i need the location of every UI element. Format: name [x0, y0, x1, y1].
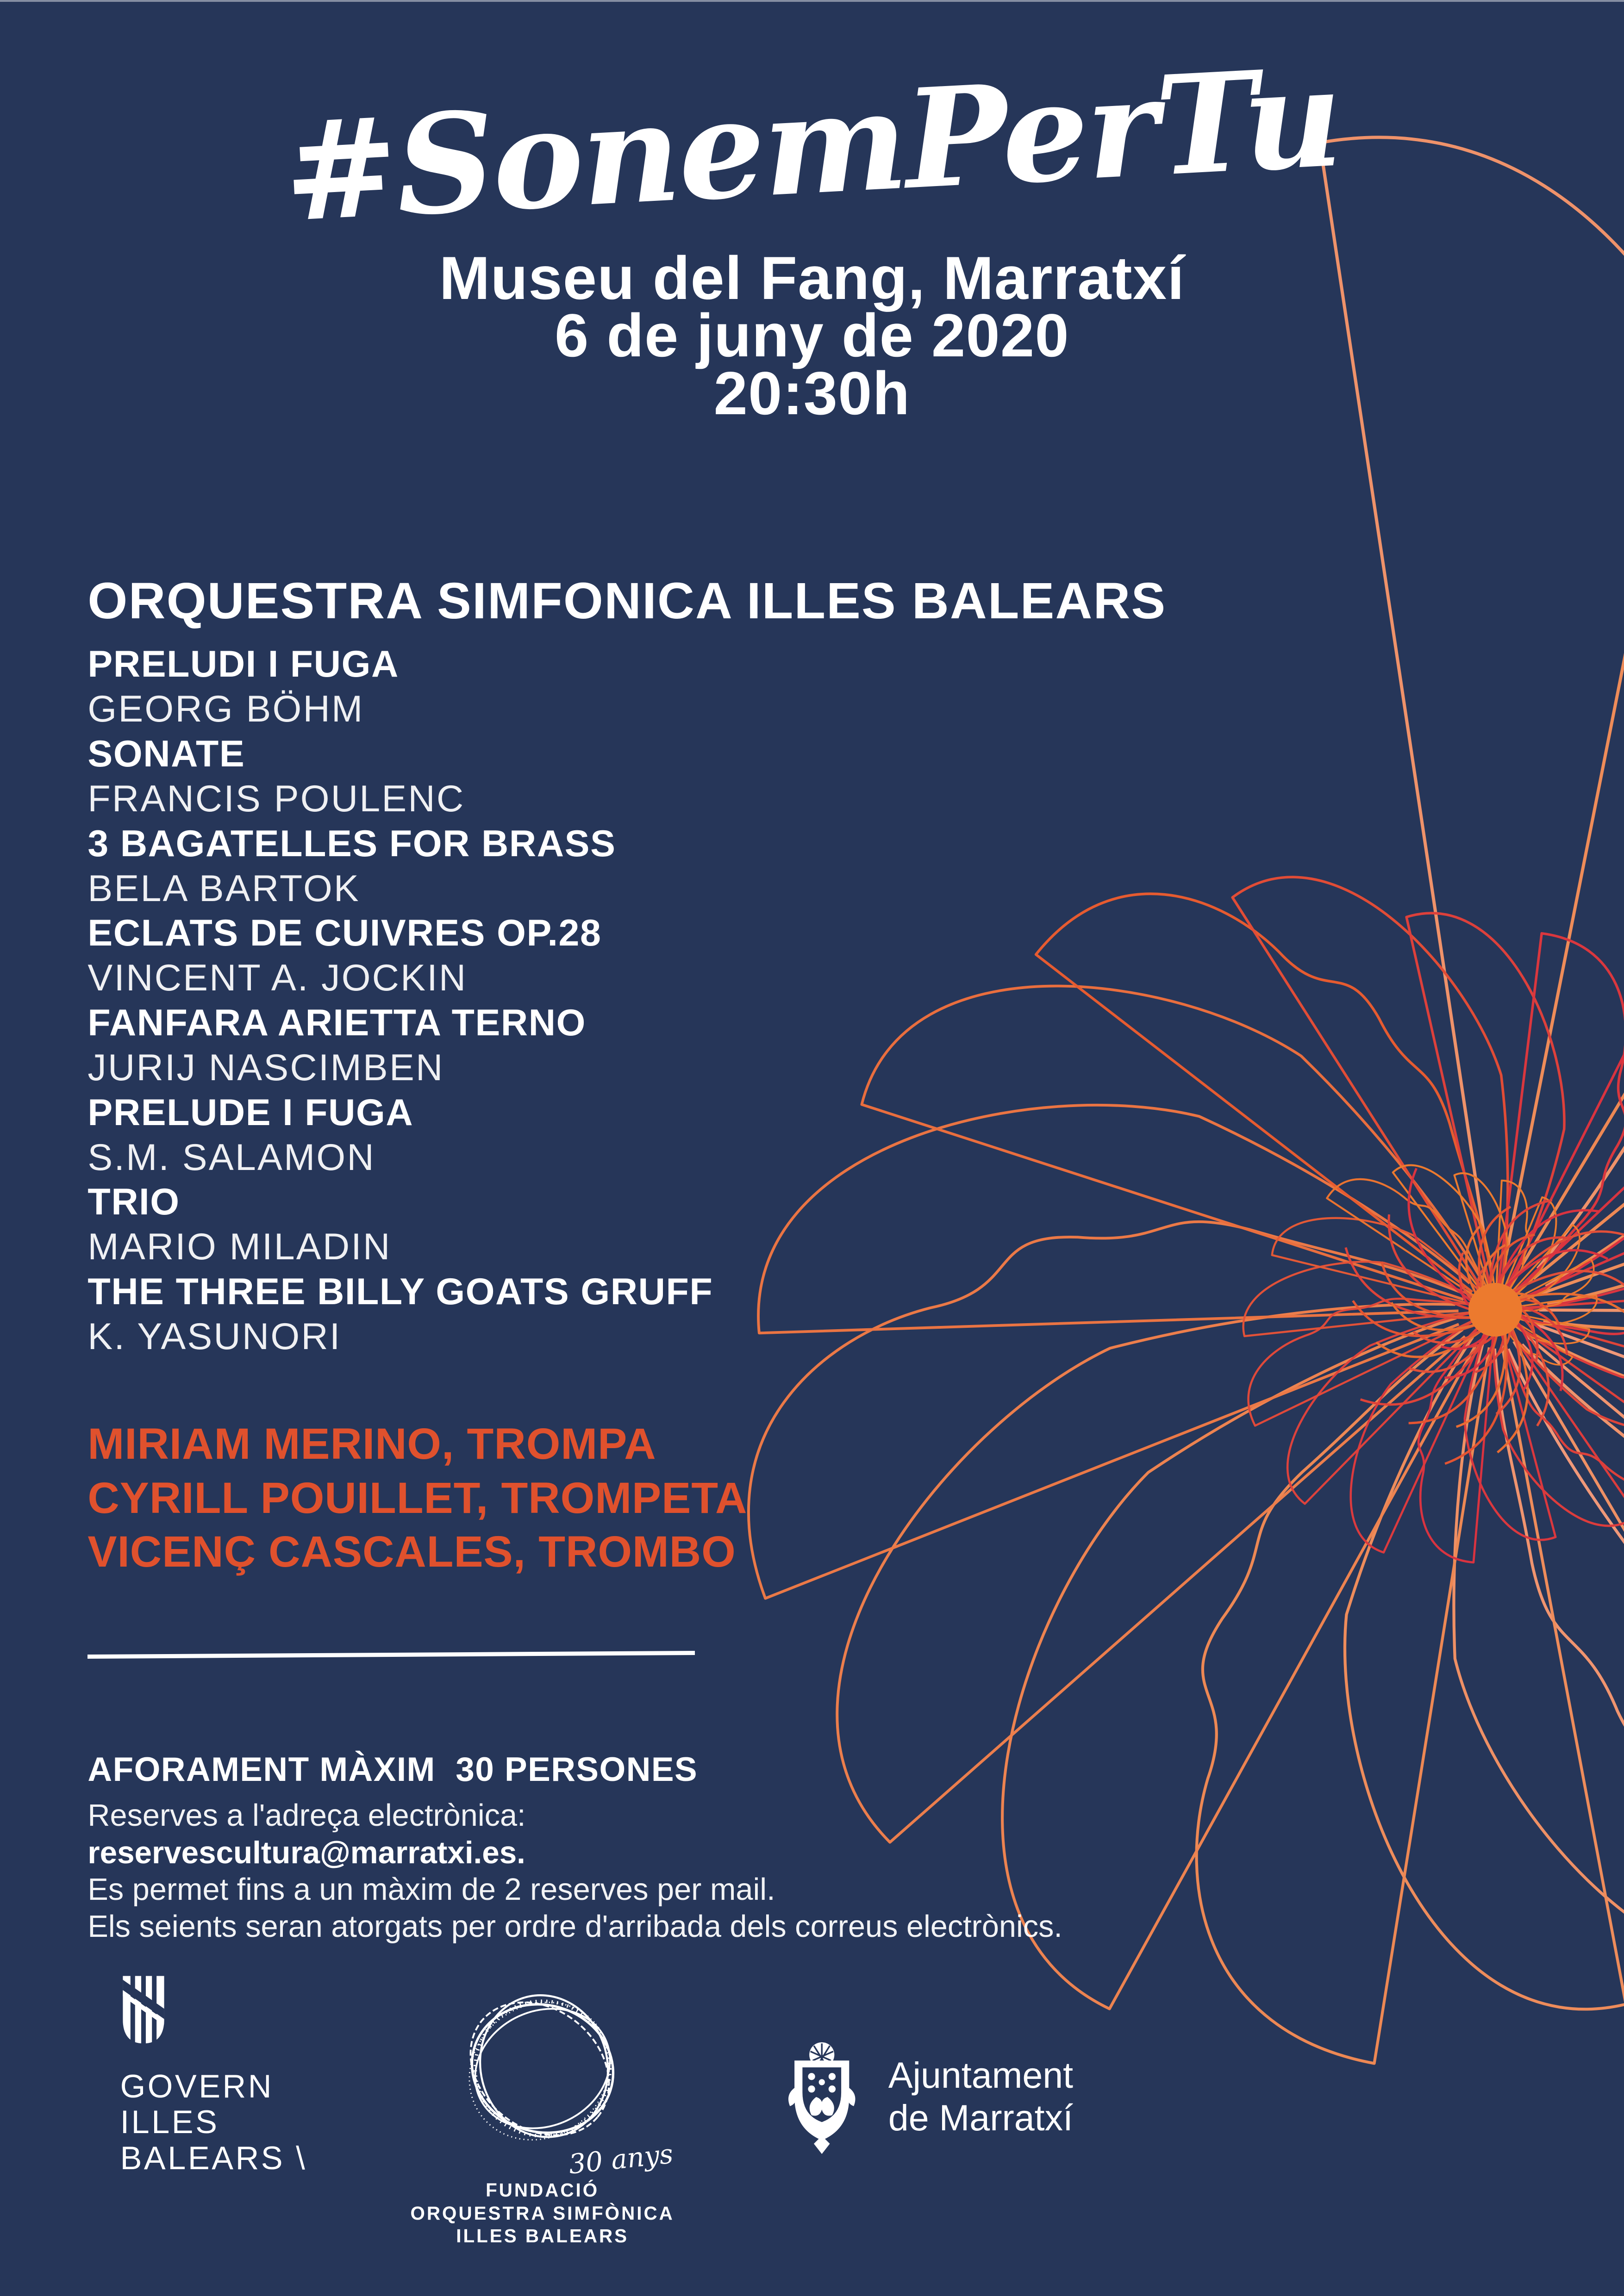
- ajuntament-line-1: Ajuntament: [888, 2055, 1074, 2096]
- orchestra-heading: ORQUESTRA SIMFONICA ILLES BALEARS: [87, 572, 1167, 629]
- program-piece-composer: MARIO MILADIN: [87, 1226, 392, 1268]
- performer-line: MIRIAM MERINO, TROMPA: [87, 1419, 656, 1469]
- ajuntament-line-2: de Marratxí: [888, 2097, 1073, 2138]
- govern-shield-icon: [120, 1974, 167, 2045]
- govern-illes-balears-logo: [120, 1974, 307, 2176]
- program-piece-composer: FRANCIS POULENC: [87, 778, 465, 820]
- program-item: [87, 821, 713, 911]
- program-piece-composer: K. YASUNORI: [87, 1315, 342, 1357]
- fundacio-line-1: FUNDACIÓ: [486, 2179, 600, 2201]
- program-list: [87, 642, 713, 1359]
- program-piece-composer: JURIJ NASCIMBEN: [87, 1046, 444, 1089]
- govern-line-1: GOVERN: [120, 2068, 274, 2105]
- venue-line: Museu del Fang, Marratxí: [439, 243, 1185, 312]
- program-item: [87, 911, 713, 1001]
- hashtag-title: #SonemPerTu: [280, 37, 1344, 253]
- time-line: 20:30h: [713, 359, 911, 427]
- program-piece-composer: BELA BARTOK: [87, 867, 360, 909]
- govern-line-2: ILLES: [120, 2103, 219, 2140]
- program-piece-title: TRIO: [87, 1181, 180, 1223]
- scribble-circle-icon: [443, 1961, 642, 2176]
- program-piece-title: SONATE: [87, 733, 245, 775]
- performer-line: VICENÇ CASCALES, TROMBO: [87, 1527, 736, 1577]
- program-item: [87, 1090, 713, 1180]
- performer-line: CYRILL POUILLET, TROMPETA: [87, 1473, 748, 1523]
- program-piece-title: ECLATS DE CUIVRES OP.28: [87, 912, 602, 954]
- program-piece-composer: VINCENT A. JOCKIN: [87, 957, 468, 999]
- program-item: [87, 642, 713, 732]
- program-piece-title: THE THREE BILLY GOATS GRUFF: [87, 1271, 713, 1313]
- marratxi-crest-icon: [773, 2038, 870, 2156]
- program-piece-composer: S.M. SALAMON: [87, 1136, 375, 1178]
- thirty-years-badge: 30 anys: [567, 2137, 675, 2180]
- program-piece-title: FANFARA ARIETTA TERNO: [87, 1002, 587, 1044]
- program-item: [87, 1269, 713, 1359]
- program-item: [87, 1001, 713, 1090]
- booking-rule-2: Els seients seran atorgats per ordre d'arribada dels correus electrònics.: [87, 1909, 1062, 1944]
- booking-rule-1: Es permet fins a un màxim de 2 reserves per mail.: [87, 1872, 775, 1907]
- section-divider: [87, 1651, 695, 1659]
- fundacio-osib-logo: [380, 1961, 705, 2248]
- govern-wordmark: [120, 2068, 307, 2176]
- capacity-line: AFORAMENT MÀXIM 30 PERSONES: [87, 1750, 698, 1788]
- program-piece-title: PRELUDE I FUGA: [87, 1091, 414, 1133]
- program-piece-title: 3 BAGATELLES FOR BRASS: [87, 822, 616, 865]
- fundacio-line-2: ORQUESTRA SIMFÒNICA: [410, 2202, 675, 2224]
- date-line: 6 de juny de 2020: [555, 301, 1069, 370]
- fundacio-line-3: ILLES BALEARS: [456, 2225, 629, 2247]
- top-edge-artifact: [0, 0, 1624, 2]
- event-details: [0, 243, 1624, 427]
- poster-header: [0, 0, 1624, 427]
- program-piece-composer: GEORG BÖHM: [87, 688, 364, 730]
- performers-list: [87, 1417, 747, 1579]
- booking-instruction: Reserves a l'adreça electrònica:: [87, 1798, 526, 1833]
- booking-email: reservescultura@marratxi.es.: [87, 1835, 525, 1870]
- ajuntament-marratxi-logo: [773, 2038, 1073, 2156]
- program-piece-title: PRELUDI I FUGA: [87, 643, 399, 685]
- program-item: [87, 732, 713, 821]
- govern-line-3: BALEARS \: [120, 2139, 307, 2176]
- program-item: [87, 1180, 713, 1269]
- ajuntament-wordmark: [888, 2054, 1073, 2139]
- fundacio-wordmark: [380, 2179, 705, 2248]
- booking-info: [87, 1750, 1062, 1946]
